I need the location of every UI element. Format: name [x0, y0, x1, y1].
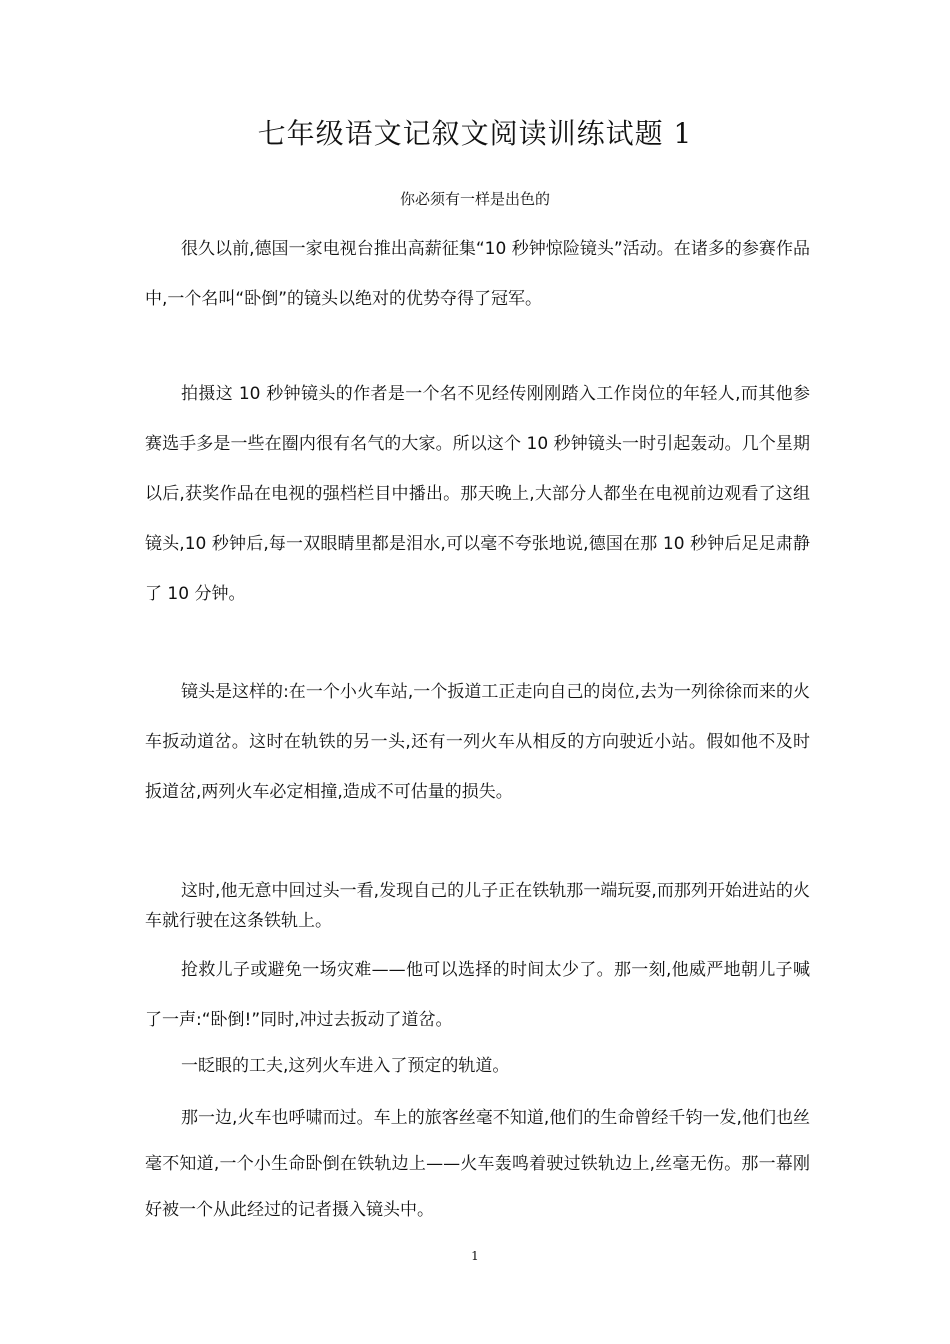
paragraph-1: 很久以前,德国一家电视台推出高薪征集“10 秒钟惊险镜头”活动。在诸多的参赛作品中,一个名叫“卧倒”的镜头以绝对的优势夺得了冠军。 — [145, 239, 810, 309]
article-subtitle: 你必须有一样是出色的 — [399, 190, 550, 208]
paragraph-2: 拍摄这 10 秒钟镜头的作者是一个名不见经传刚刚踏入工作岗位的年轻人,而其他参赛选手多是一些在圈内很有名气的大家。所以这个 10 秒钟镜头一时引起轰动。几个星期以后,获奖作品在电视的强档栏目中播出。那天晚上,大部分人都坐在电视前边观看了这组镜头,10 秒钟后,每一双眼睛里都是泪水,可以毫不夸张地说,德国在那 10 秒钟后足足肃静了 10 分钟。 — [145, 384, 810, 604]
paragraph-7: 那一边,火车也呼啸而过。车上的旅客丝毫不知道,他们的生命曾经千钧一发,他们也丝毫不知道,一个小生命卧倒在铁轨边上——火车轰鸣着驶过铁轨边上,丝毫无伤。那一幕刚好被一个从此经过的记者摄入镜头中。 — [145, 1108, 810, 1220]
paragraph-6: 一眨眼的工夫,这列火车进入了预定的轨道。 — [181, 1056, 510, 1076]
paragraph-4: 这时,他无意中回过头一看,发现自己的儿子正在铁轨那一端玩耍,而那列开始进站的火车就行驶在这条铁轨上。 — [145, 881, 810, 931]
paragraph-5: 抢救儿子或避免一场灾难——他可以选择的时间太少了。那一刻,他威严地朝儿子喊了一声:“卧倒!”同时,冲过去扳动了道岔。 — [145, 960, 810, 1030]
paragraph-3: 镜头是这样的:在一个小火车站,一个扳道工正走向自己的岗位,去为一列徐徐而来的火车扳动道岔。这时在轨铁的另一头,还有一列火车从相反的方向驶近小站。假如他不及时扳道岔,两列火车必定相撞,造成不可估量的损失。 — [145, 682, 810, 802]
document-title: 七年级语文记叙文阅读训练试题 1 — [257, 117, 693, 150]
page-number: 1 — [471, 1249, 479, 1263]
